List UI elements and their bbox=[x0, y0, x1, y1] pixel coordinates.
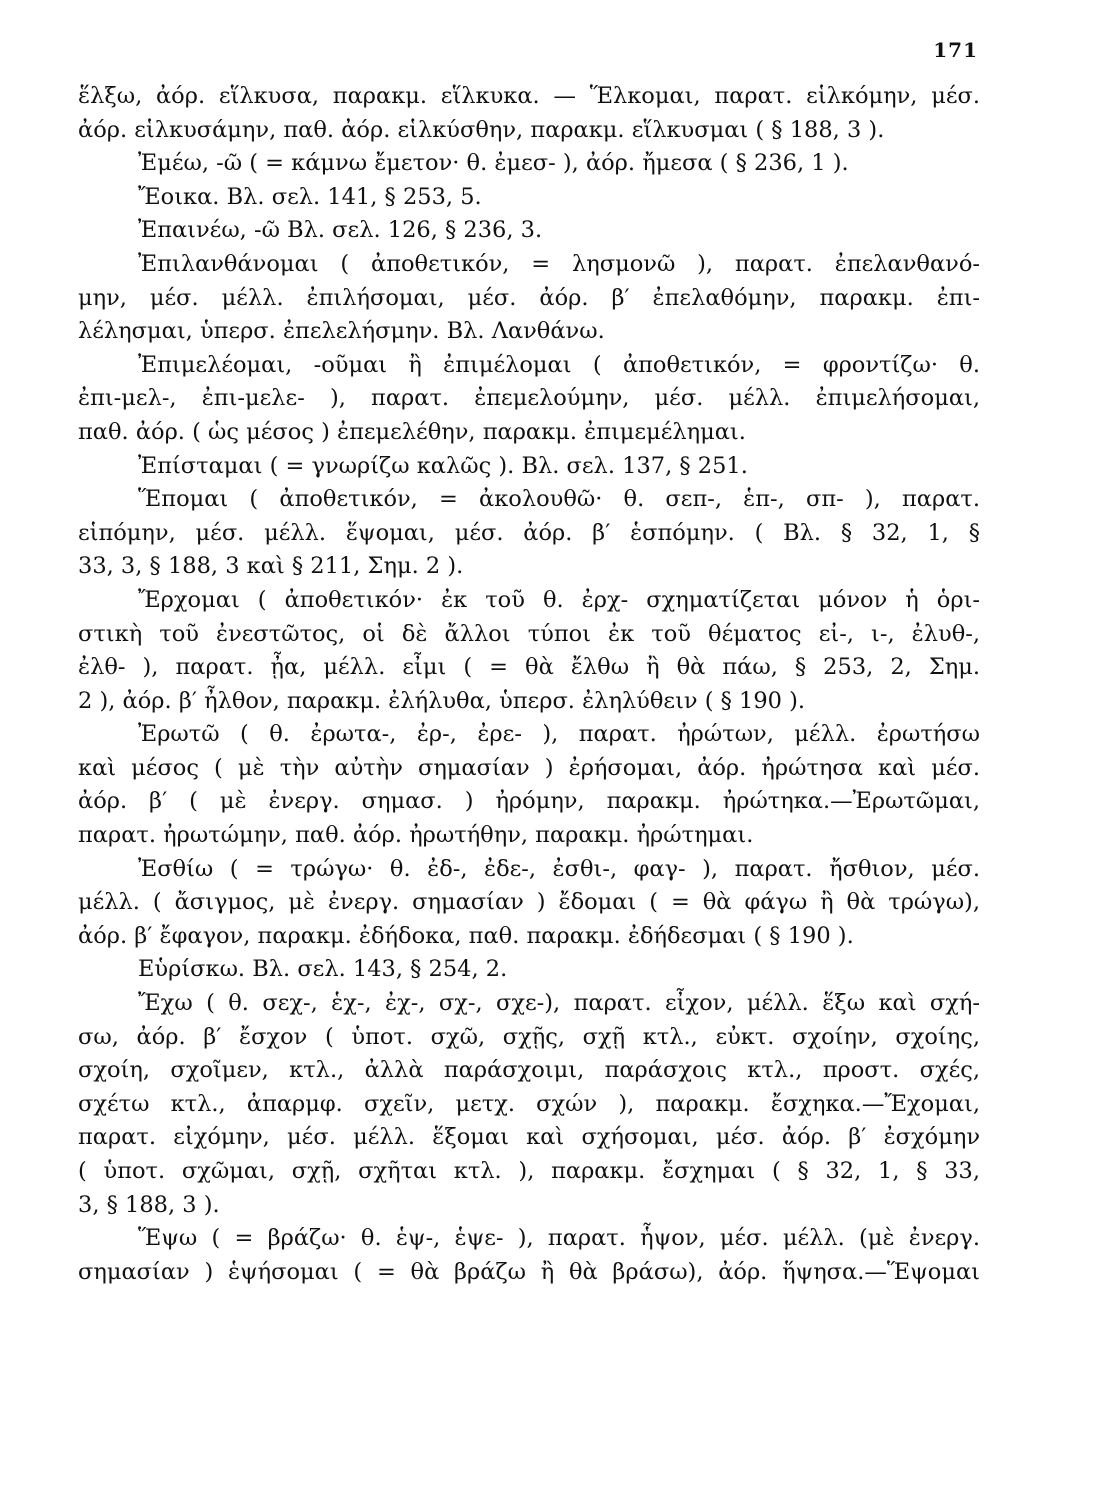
text-line: σημασίαν ) ἑψήσομαι ( = θὰ βράζω ἢ θὰ βράσω), ἀόρ. ἥψησα.—Ἕψομαι bbox=[78, 1258, 980, 1285]
text-line: Ἐρωτῶ ( θ. ἐρωτα-, ἐρ-, ἐρε- ), παρατ. ἠρώτων, μέλλ. ἐρωτήσω bbox=[138, 721, 980, 748]
text-line: στικὴ τοῦ ἐνεστῶτος, οἱ δὲ ἄλλοι τύποι ἐκ τοῦ θέματος εἰ-, ι-, ἐλυθ-, bbox=[78, 620, 980, 647]
text-line: ἀόρ. β′ ( μὲ ἐνεργ. σημασ. ) ἠρόμην, παρακμ. ἠρώτηκα.—Ἐρωτῶμαι, bbox=[78, 788, 980, 815]
text-line: ( ὑποτ. σχῶμαι, σχῇ, σχῆται κτλ. ), παρακμ. ἔσχημαι ( § 32, 1, § 33, bbox=[78, 1158, 980, 1184]
text-line: εἱπόμην, μέσ. μέλλ. ἕψομαι, μέσ. ἀόρ. β′ ἑσπόμην. ( Βλ. § 32, 1, § bbox=[78, 519, 980, 546]
text-line: ἀόρ. β′ ἔφαγον, παρακμ. ἐδήδοκα, παθ. παρακμ. ἐδήδεσμαι ( § 190 ). bbox=[78, 922, 854, 949]
text-line: Ἔχω ( θ. σεχ-, ἑχ-, ἐχ-, σχ-, σχε-), παρατ. εἶχον, μέλλ. ἕξω καὶ σχή- bbox=[138, 990, 980, 1017]
text-line: ἀόρ. εἱλκυσάμην, παθ. ἀόρ. εἱλκύσθην, παρακμ. εἵλκυσμαι ( § 188, 3 ). bbox=[78, 116, 885, 143]
text-line: Ἐπιμελέομαι, -οῦμαι ἢ ἐπιμέλομαι ( ἀποθετικόν, = φροντίζω· θ. bbox=[138, 351, 980, 378]
text-line: Ἕπομαι ( ἀποθετικόν, = ἀκολουθῶ· θ. σεπ-, ἑπ-, σπ- ), παρατ. bbox=[138, 486, 980, 513]
text-line: Ἐπιλανθάνομαι ( ἀποθετικόν, = λησμονῶ ), παρατ. ἐπελανθανό- bbox=[138, 250, 980, 277]
dictionary-text-body bbox=[78, 80, 980, 1289]
text-line: Ἔοικα. Βλ. σελ. 141, § 253, 5. bbox=[138, 183, 482, 210]
text-line: 2 ), ἀόρ. β′ ἦλθον, παρακμ. ἐλήλυθα, ὑπερσ. ἐληλύθειν ( § 190 ). bbox=[78, 687, 806, 714]
text-line: Ἔρχομαι ( ἀποθετικόν· ἐκ τοῦ θ. ἐρχ- σχηματίζεται μόνον ἡ ὁρι- bbox=[138, 586, 980, 613]
text-line: Ἐσθίω ( = τρώγω· θ. ἐδ-, ἐδε-, ἐσθι-, φαγ- ), παρατ. ἤσθιον, μέσ. bbox=[138, 855, 980, 882]
text-line: μέλλ. ( ἄσιγμος, μὲ ἐνεργ. σημασίαν ) ἔδομαι ( = θὰ φάγω ἢ θὰ τρώγω), bbox=[78, 889, 980, 916]
text-line: 33, 3, § 188, 3 καὶ § 211, Σημ. 2 ). bbox=[78, 553, 464, 580]
text-line: Ἐπίσταμαι ( = γνωρίζω καλῶς ). Βλ. σελ. 137, § 251. bbox=[138, 452, 748, 479]
text-line: Εὑρίσκω. Βλ. σελ. 143, § 254, 2. bbox=[138, 956, 508, 983]
text-line: παρατ. εἰχόμην, μέσ. μέλλ. ἕξομαι καὶ σχήσομαι, μέσ. ἀόρ. β′ ἐσχόμην bbox=[78, 1124, 980, 1151]
text-line: παρατ. ἠρωτώμην, παθ. ἀόρ. ἠρωτήθην, παρακμ. ἠρώτημαι. bbox=[78, 822, 754, 849]
text-line: ἕλξω, ἀόρ. εἵλκυσα, παρακμ. εἵλκυκα. — Ἕλκομαι, παρατ. εἱλκόμην, μέσ. bbox=[78, 83, 980, 109]
text-line: καὶ μέσος ( μὲ τὴν αὐτὴν σημασίαν ) ἐρήσομαι, ἀόρ. ἠρώτησα καὶ μέσ. bbox=[78, 754, 980, 781]
text-line: 3, § 188, 3 ). bbox=[78, 1191, 220, 1218]
text-line: λέλησμαι, ὑπερσ. ἐπελελήσμην. Βλ. Λανθάνω. bbox=[78, 318, 605, 345]
text-line: Ἐμέω, -ῶ ( = κάμνω ἔμετον· θ. ἐμεσ- ), ἀόρ. ἤμεσα ( § 236, 1 ). bbox=[138, 150, 849, 177]
text-line: μην, μέσ. μέλλ. ἐπιλήσομαι, μέσ. ἀόρ. β′ ἐπελαθόμην, παρακμ. ἐπι- bbox=[78, 284, 980, 311]
text-line: Ἕψω ( = βράζω· θ. ἑψ-, ἑψε- ), παρατ. ἧψον, μέσ. μέλλ. (μὲ ἐνεργ. bbox=[138, 1225, 980, 1252]
text-line: Ἐπαινέω, -ῶ Βλ. σελ. 126, § 236, 3. bbox=[138, 217, 543, 244]
text-line: σχέτω κτλ., ἀπαρμφ. σχεῖν, μετχ. σχών ), παρακμ. ἔσχηκα.—Ἔχομαι, bbox=[78, 1090, 980, 1117]
text-line: ἐπι-μελ-, ἐπι-μελε- ), παρατ. ἐπεμελούμην, μέσ. μέλλ. ἐπιμελήσομαι, bbox=[78, 385, 980, 412]
text-line: παθ. ἀόρ. ( ὡς μέσος ) ἐπεμελέθην, παρακμ. ἐπιμεμέλημαι. bbox=[78, 418, 746, 445]
text-line: σχοίη, σχοῖμεν, κτλ., ἀλλὰ παράσχοιμι, παράσχοις κτλ., προστ. σχές, bbox=[78, 1057, 980, 1084]
text-line: ἐλθ- ), παρατ. ᾖα, μέλλ. εἶμι ( = θὰ ἔλθω ἢ θὰ πάω, § 253, 2, Σημ. bbox=[78, 654, 980, 681]
page-number: 171 bbox=[933, 38, 978, 62]
text-line: σω, ἀόρ. β′ ἔσχον ( ὑποτ. σχῶ, σχῇς, σχῇ κτλ., εὐκτ. σχοίην, σχοίης, bbox=[78, 1023, 980, 1050]
